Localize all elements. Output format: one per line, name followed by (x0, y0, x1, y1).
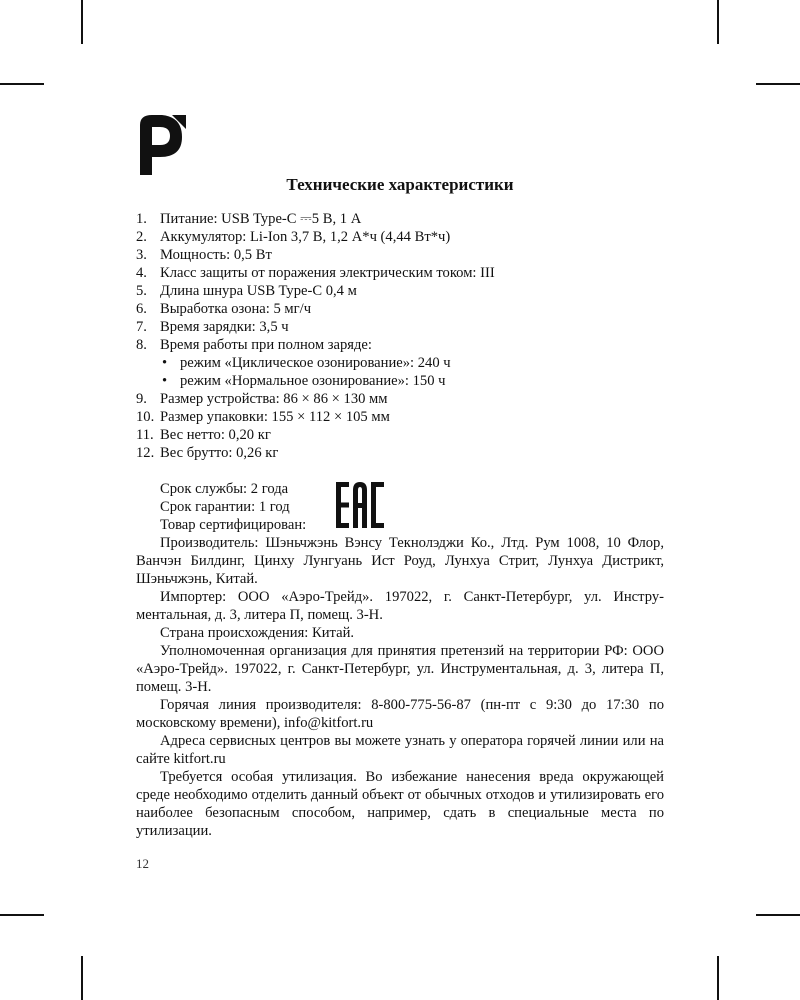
warranty-period: Срок гарантии: 1 год (160, 499, 290, 515)
list-item: 8. Время работы при полном заряде: (136, 337, 372, 353)
bullet-icon: • (162, 373, 168, 389)
list-item: 11. Вес нетто: 0,20 кг (136, 427, 271, 443)
certification-note: Товар сертифицирован: (160, 517, 307, 533)
crop-mark (756, 914, 800, 916)
authorized-organization: Уполномоченная организация для принятия претензий на территории РФ: ООО «Аэро-Трейд». 197022, г. Санкт-Петербург, ул. Инструментальная, д. 3, литера П, помещ. 3-Н. (136, 643, 664, 695)
list-item: 1. Питание: USB Type-C ⎓5 В, 1 А (136, 211, 362, 227)
list-item: 5. Длина шнура USB Type-C 0,4 м (136, 283, 357, 299)
warranty-block (136, 480, 664, 534)
country-of-origin: Страна происхождения: Китай. (160, 625, 355, 641)
list-item: 12. Вес брутто: 0,26 кг (136, 445, 279, 461)
spec-page (136, 170, 664, 840)
service-life: Срок службы: 2 года (160, 481, 289, 497)
page-title: Технические характеристики (286, 175, 514, 194)
list-item: 9. Размер устройства: 86 × 86 × 130 мм (136, 391, 388, 407)
runtime-mode-list (136, 354, 664, 390)
spec-list (136, 210, 664, 354)
list-item: 10. Размер упаковки: 155 × 112 × 105 мм (136, 409, 390, 425)
crop-mark (717, 956, 719, 1000)
list-item: 3. Мощность: 0,5 Вт (136, 247, 272, 263)
list-item: 7. Время зарядки: 3,5 ч (136, 319, 289, 335)
crop-mark (756, 83, 800, 85)
service-centers-info: Адреса сервисных центров вы можете узнать у оператора горячей линии или на сайте kitfort.ru (136, 733, 664, 767)
list-item: • режим «Нормальное озонирование»: 150 ч (162, 373, 446, 389)
crop-mark (0, 83, 44, 85)
crop-mark (0, 914, 44, 916)
importer-info: Импортер: ООО «Аэро-Трейд». 197022, г. Санкт-Петербург, ул. Инструментальная, д. 3, литера П, помещ. 3-Н. (136, 589, 664, 623)
crop-mark (717, 0, 719, 44)
disposal-info: Требуется особая утилизация. Во избежание нанесения вреда окружающей среде необходимо отделить данный объект от обычных отходов и утилизировать его наиболее безопасным способом, например, сдать в специальные места по утилизации. (136, 769, 664, 839)
list-item: 4. Класс защиты от поражения электрическим током: III (136, 265, 495, 281)
list-item: • режим «Циклическое озонирование»: 240 ч (162, 355, 451, 371)
manufacturer-info: Производитель: Шэньчжэнь Вэнсу Текнолэджи Ко., Лтд. Рум 1008, 10 Флор, Ванчэн Билдинг, Цинху Лунгуань Ист Роуд, Лунхуа Стрит, Лунхуа Дистрикт, Шэньчжэнь, Китай. (136, 535, 664, 587)
bullet-icon: • (162, 355, 168, 371)
list-item: 6. Выработка озона: 5 мг/ч (136, 301, 312, 317)
crop-mark (81, 956, 83, 1000)
crop-mark (81, 0, 83, 44)
hotline-info: Горячая линия производителя: 8-800-775-56-87 (пн-пт с 9:30 до 17:30 по московскому времени), info@kitfort.ru (136, 697, 664, 731)
eac-mark-icon (336, 482, 384, 528)
list-item: 2. Аккумулятор: Li-Ion 3,7 В, 1,2 А*ч (4,44 Вт*ч) (136, 229, 451, 245)
spec-list-continued (136, 390, 664, 462)
page-number: 12 (136, 856, 149, 871)
